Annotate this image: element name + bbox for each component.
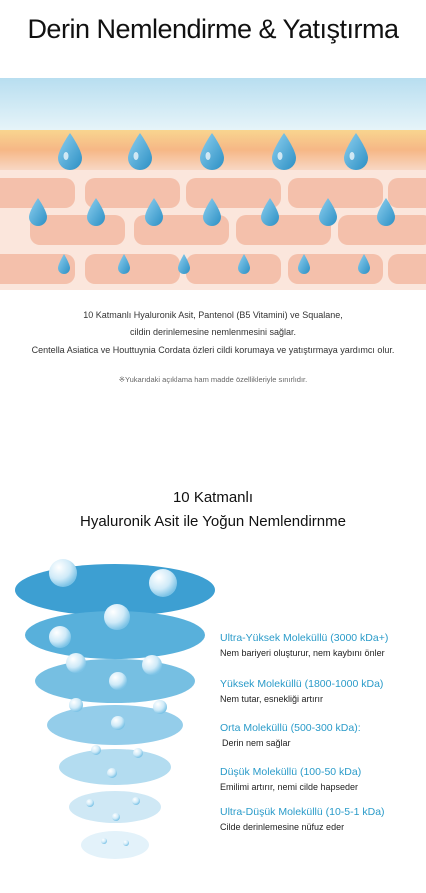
layer-desc: Cilde derinlemesine nüfuz eder [220,822,345,832]
layer-title: Yüksek Moleküllü (1800-1000 kDa) [220,678,384,690]
layer-title: Ultra-Düşük Moleküllü (10-5-1 kDa) [220,806,385,818]
section-title-line-1: 10 Katmanlı [172,489,254,506]
layer-high [220,678,383,704]
layer-title: Düşük Moleküllü (100-50 kDa) [220,766,362,778]
layer-medium [220,722,361,748]
layer-desc: Nem bariyeri oluşturur, nem kaybını önler [220,648,385,658]
section-title-line-2: Hyaluronik Asit ile Yoğun Nemlendirnme [80,513,346,530]
layer-desc: Emilimi artırır, nemi cilde hapseder [220,782,359,792]
description-line-1: 10 Katmanlı Hyaluronik Asit, Pantenol (B5 Vitamini) ve Squalane, [83,310,343,320]
page-title: Derin Nemlendirme & Yatıştırma [27,14,399,44]
layer-ultra-high [220,632,388,658]
layer-title: Orta Moleküllü (500-300 kDa): [220,722,361,734]
skin-illustration [0,78,426,290]
layer-desc: Derin nem sağlar [222,738,291,748]
layer-title: Ultra-Yüksek Moleküllü (3000 kDa+) [220,632,389,644]
layer-desc: Nem tutar, esnekliği artırır [220,694,324,704]
hyaluronic-funnel-illustration [0,555,220,875]
layer-ultra-low [220,806,385,832]
disclaimer-note: ※Yukarıdaki açıklama ham madde özellikleriyle sınırlıdır. [118,375,308,384]
description-line-2: cildin derinlemesine nemlenmesini sağlar. [129,327,297,337]
description-line-3: Centella Asiatica ve Houttuynia Cordata özleri cildi korumaya ve yatıştırmaya yardımcı olur. [31,345,395,355]
layer-low [220,766,361,792]
